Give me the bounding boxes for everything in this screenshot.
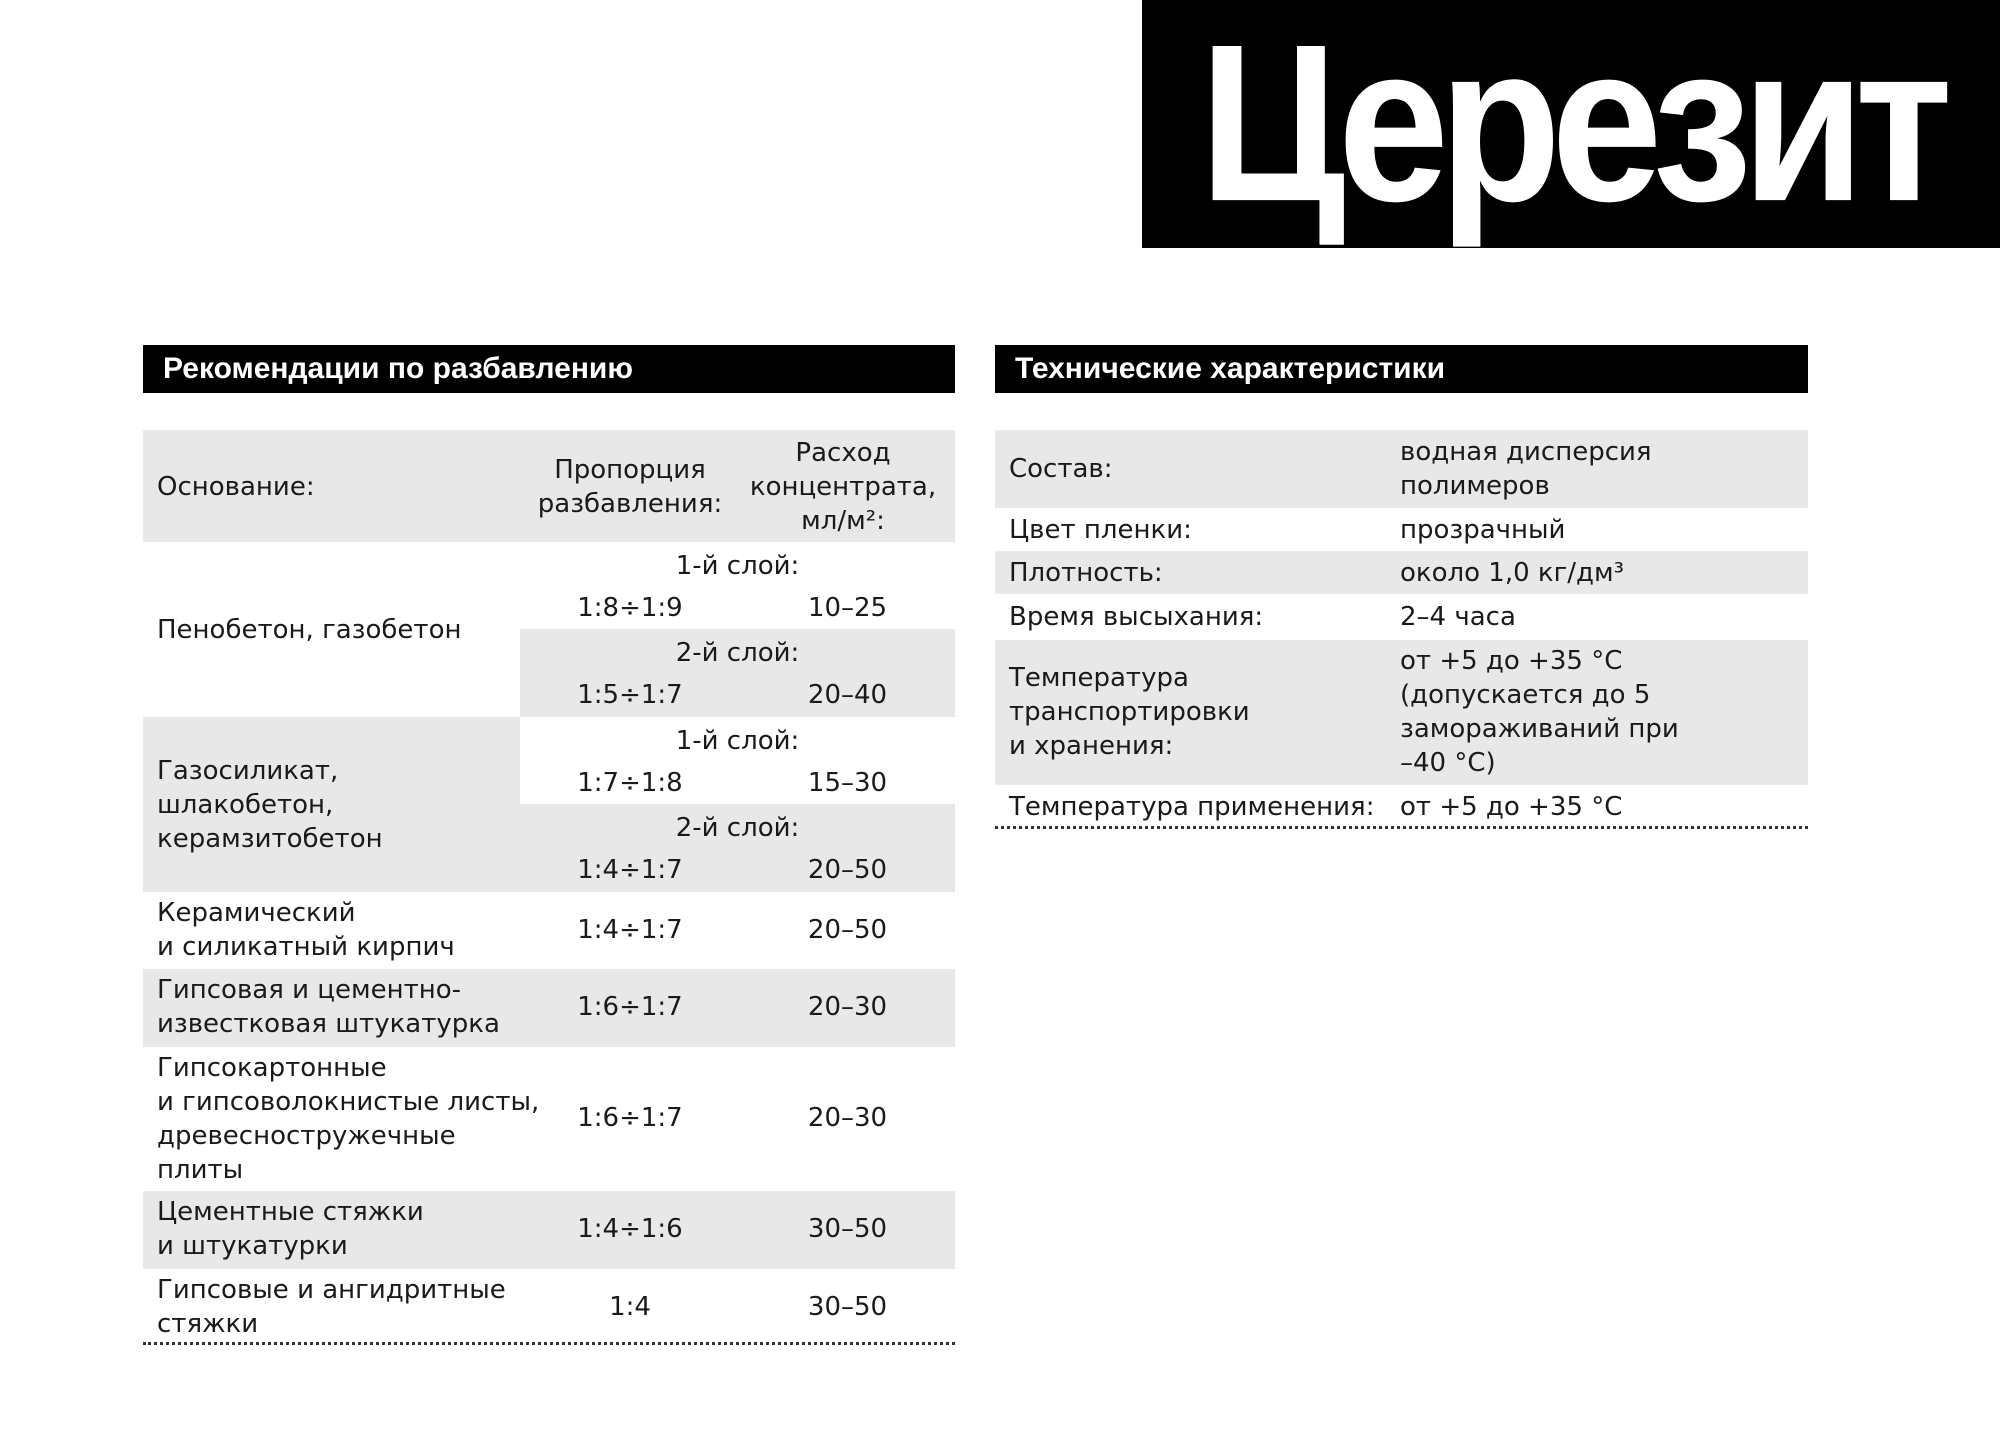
spec-value: от +5 до +35 °С	[1400, 792, 1623, 822]
row-base-label	[157, 973, 500, 1041]
spec-label: Температура применения:	[1009, 792, 1375, 822]
spec-label	[1009, 661, 1250, 763]
row-base-label	[157, 754, 383, 856]
base-line: Гипсовые и ангидритные	[157, 1275, 506, 1305]
row-base-label	[157, 896, 455, 964]
brand-logo-text: Церезит	[1199, 0, 1943, 249]
base-line: плиты	[157, 1155, 244, 1185]
table-bottom-divider	[995, 826, 1808, 829]
layer-label: 2-й слой:	[675, 638, 800, 668]
proportion-value: 1:4÷1:7	[577, 855, 683, 885]
base-line: Газосиликат,	[157, 756, 339, 786]
spec-label: Состав:	[1009, 454, 1113, 484]
proportion-value: 1:7÷1:8	[577, 768, 683, 798]
consumption-value: 20–30	[807, 992, 888, 1022]
proportion-value: 1:4÷1:6	[577, 1214, 683, 1244]
column-header-proportion	[520, 453, 740, 521]
dilution-section-title: Рекомендации по разбавлению	[143, 345, 955, 393]
spec-label: Плотность:	[1009, 558, 1163, 588]
proportion-value: 1:4	[609, 1292, 651, 1322]
value-line: полимеров	[1400, 471, 1550, 501]
base-line: керамзитобетон	[157, 824, 383, 854]
proportion-value: 1:6÷1:7	[577, 1103, 683, 1133]
label-line: Температура	[1009, 663, 1189, 693]
row-base-label	[157, 1195, 424, 1263]
consumption-value: 20–50	[807, 915, 888, 945]
specs-section-title: Технические характеристики	[995, 345, 1808, 393]
value-line: замораживаний при	[1400, 714, 1679, 744]
consumption-value: 20–50	[807, 855, 888, 885]
consumption-value: 20–40	[807, 680, 888, 710]
layer-label: 2-й слой:	[675, 813, 800, 843]
row-base-label	[157, 1051, 539, 1187]
proportion-value: 1:4÷1:7	[577, 915, 683, 945]
base-line: известковая штукатурка	[157, 1009, 500, 1039]
consumption-value: 15–30	[807, 768, 888, 798]
label-line: транспортировки	[1009, 697, 1250, 727]
base-line: и штукатурки	[157, 1231, 348, 1261]
consumption-value: 10–25	[807, 593, 888, 623]
base-line: шлакобетон,	[157, 790, 334, 820]
proportion-value: 1:6÷1:7	[577, 992, 683, 1022]
consumption-value: 30–50	[807, 1292, 888, 1322]
spec-label: Цвет пленки:	[1009, 515, 1192, 545]
row-base-label: Пенобетон, газобетон	[157, 615, 462, 645]
column-header-base: Основание:	[157, 472, 315, 502]
spec-value	[1400, 644, 1679, 780]
base-line: Цементные стяжки	[157, 1197, 424, 1227]
label-line: и хранения:	[1009, 731, 1174, 761]
consumption-value: 30–50	[807, 1214, 888, 1244]
value-line: –40 °С)	[1400, 748, 1496, 778]
spec-label: Время высыхания:	[1009, 602, 1264, 632]
column-header-consumption	[733, 436, 953, 538]
spec-value: около 1,0 кг/дм³	[1400, 558, 1625, 588]
base-line: и гипсоволокнистые листы,	[157, 1087, 540, 1117]
layer-label: 1-й слой:	[675, 726, 800, 756]
header-line: разбавления:	[537, 489, 723, 519]
spec-value: прозрачный	[1400, 515, 1566, 545]
header-line: Расход	[795, 438, 891, 468]
value-line: (допускается до 5	[1400, 680, 1651, 710]
spec-value: 2–4 часа	[1400, 602, 1516, 632]
base-line: Гипсокартонные	[157, 1053, 387, 1083]
header-line: мл/м²:	[801, 506, 885, 536]
consumption-value: 20–30	[807, 1103, 888, 1133]
proportion-value: 1:5÷1:7	[577, 680, 683, 710]
table-bottom-divider	[143, 1342, 955, 1345]
row-base-label	[157, 1273, 506, 1341]
header-line: концентрата,	[749, 472, 937, 502]
base-line: стяжки	[157, 1309, 259, 1339]
proportion-value: 1:8÷1:9	[577, 593, 683, 623]
header-line: Пропорция	[554, 455, 706, 485]
base-line: Гипсовая и цементно-	[157, 975, 462, 1005]
spec-value	[1400, 435, 1652, 503]
base-line: древесностружечные	[157, 1121, 456, 1151]
brand-logo	[1142, 0, 2000, 248]
value-line: от +5 до +35 °С	[1400, 646, 1623, 676]
layer-label: 1-й слой:	[675, 551, 800, 581]
value-line: водная дисперсия	[1400, 437, 1652, 467]
base-line: и силикатный кирпич	[157, 932, 455, 962]
base-line: Керамический	[157, 898, 356, 928]
